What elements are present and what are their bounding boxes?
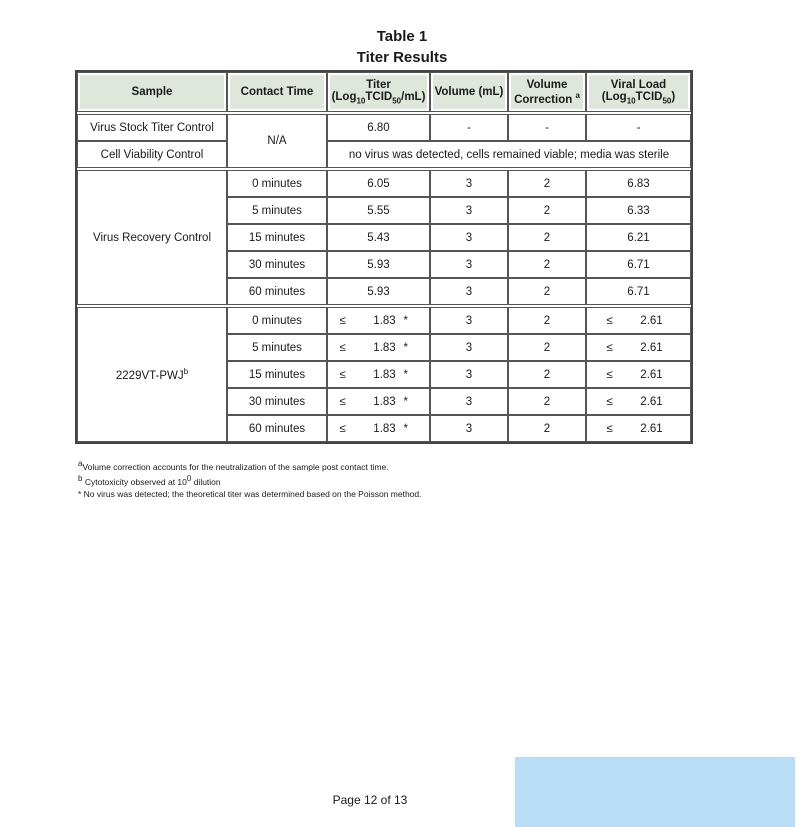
titer-value: 1.83 [373, 422, 396, 435]
volume-cell: 3 [430, 334, 508, 361]
vl-cell [586, 307, 691, 334]
footnote-text: dilution [191, 476, 221, 487]
unit-text: TCID [365, 90, 393, 103]
header-vl-unit [589, 91, 688, 105]
table-row [77, 141, 691, 168]
sample-test-article [77, 307, 227, 442]
volume-cell: 3 [430, 361, 508, 388]
table-row [77, 170, 691, 197]
time-cell: 0 minutes [227, 307, 327, 334]
unit-sub: 50 [392, 96, 402, 106]
titer-value: 1.83 [373, 368, 396, 381]
vc-cell: 2 [508, 307, 586, 334]
footnote-text: Cytotoxicity observed at 10 [84, 476, 187, 487]
table-row [77, 114, 691, 141]
vc-cell: 2 [508, 251, 586, 278]
header-sample: Sample [77, 72, 227, 112]
header-vl-top: Viral Load [610, 78, 667, 91]
star-mark: * [403, 341, 408, 354]
vc-cell: 2 [508, 334, 586, 361]
vc-cell: 2 [508, 361, 586, 388]
vl-value: 2.61 [640, 395, 663, 408]
vc-cell: 2 [508, 415, 586, 442]
vl-cell [586, 388, 691, 415]
vl-value: 2.61 [640, 422, 663, 435]
vc-cell: 2 [508, 224, 586, 251]
titer-cell [327, 388, 430, 415]
time-cell: 0 minutes [227, 170, 327, 197]
volume-cell: 3 [430, 307, 508, 334]
time-cell: 30 minutes [227, 251, 327, 278]
unit-text: /mL) [401, 90, 426, 103]
footnote-a [78, 458, 422, 473]
page-number: Page 12 of 13 [332, 793, 408, 807]
titer-results-table [75, 70, 693, 444]
vc-text: Correction [514, 93, 573, 106]
blue-sticker [515, 757, 795, 827]
unit-text: (Log [331, 90, 357, 103]
vl-cell [586, 415, 691, 442]
unit-sub: 10 [356, 96, 366, 106]
vl-cell: 6.21 [586, 224, 691, 251]
footnote-star: * No virus was detected; the theoretical titer was determined based on the Poisson method. [78, 488, 422, 499]
header-volume-correction [508, 72, 586, 112]
vl-cell: 6.33 [586, 197, 691, 224]
unit-text: ) [671, 90, 676, 103]
footnote-mark: a [78, 459, 83, 468]
volume-cell: 3 [430, 251, 508, 278]
titer-cell: 5.55 [327, 197, 430, 224]
sample-cell-viability: Cell Viability Control [77, 141, 227, 168]
vl-value: 2.61 [640, 341, 663, 354]
vc-cell: 2 [508, 388, 586, 415]
unit-sub: 10 [626, 96, 636, 106]
footnote-mark: a [575, 90, 580, 100]
lte-symbol: ≤ [339, 341, 346, 354]
unit-text: (Log [601, 90, 627, 103]
titer-cell: 5.93 [327, 251, 430, 278]
time-cell: 15 minutes [227, 224, 327, 251]
header-titer-top: Titer [366, 78, 391, 91]
vl-cell [586, 334, 691, 361]
lte-symbol: ≤ [606, 422, 613, 435]
table-row [77, 307, 691, 334]
footnotes [78, 458, 422, 500]
lte-symbol: ≤ [606, 368, 613, 381]
footnote-b [78, 473, 422, 488]
sample-stock-control: Virus Stock Titer Control [77, 114, 227, 141]
volume-cell: - [430, 114, 508, 141]
table-subtitle: Titer Results [356, 49, 448, 66]
unit-sub: 50 [662, 96, 672, 106]
titer-cell: 6.80 [327, 114, 430, 141]
star-mark: * [403, 314, 408, 327]
volume-cell: 3 [430, 415, 508, 442]
header-vc-top: Volume [526, 78, 568, 91]
lte-symbol: ≤ [339, 422, 346, 435]
vl-value: 2.61 [640, 314, 663, 327]
lte-symbol: ≤ [339, 395, 346, 408]
header-volume: Volume (mL) [430, 72, 508, 112]
lte-symbol: ≤ [606, 314, 613, 327]
table-title: Table 1 [376, 28, 428, 45]
titer-value: 1.83 [373, 395, 396, 408]
titer-cell [327, 361, 430, 388]
header-titer [327, 72, 430, 112]
lte-symbol: ≤ [339, 368, 346, 381]
footnote-mark: b [183, 367, 189, 377]
header-vc-bottom [511, 91, 583, 106]
time-cell: 60 minutes [227, 278, 327, 305]
unit-text: TCID [635, 90, 663, 103]
vc-cell: 2 [508, 197, 586, 224]
sample-name: 2229VT-PWJ [115, 369, 184, 382]
header-contact-time: Contact Time [227, 72, 327, 112]
contact-na: N/A [227, 114, 327, 168]
time-cell: 60 minutes [227, 415, 327, 442]
titer-value: 1.83 [373, 341, 396, 354]
vc-cell: 2 [508, 278, 586, 305]
star-mark: * [403, 368, 408, 381]
volume-cell: 3 [430, 197, 508, 224]
time-cell: 5 minutes [227, 197, 327, 224]
vl-cell [586, 361, 691, 388]
titer-cell: 5.43 [327, 224, 430, 251]
volume-cell: 3 [430, 388, 508, 415]
star-mark: * [403, 395, 408, 408]
lte-symbol: ≤ [606, 341, 613, 354]
lte-symbol: ≤ [339, 314, 346, 327]
vl-cell: 6.71 [586, 251, 691, 278]
vc-cell: 2 [508, 170, 586, 197]
titer-cell: 6.05 [327, 170, 430, 197]
cell-viability-result: no virus was detected, cells remained viable; media was sterile [327, 141, 691, 168]
header-row [77, 72, 691, 112]
titer-cell [327, 415, 430, 442]
vl-value: 2.61 [640, 368, 663, 381]
volume-cell: 3 [430, 170, 508, 197]
vl-cell: 6.83 [586, 170, 691, 197]
time-cell: 15 minutes [227, 361, 327, 388]
time-cell: 30 minutes [227, 388, 327, 415]
lte-symbol: ≤ [606, 395, 613, 408]
titer-value: 1.83 [373, 314, 396, 327]
titer-cell: 5.93 [327, 278, 430, 305]
time-cell: 5 minutes [227, 334, 327, 361]
volume-cell: 3 [430, 224, 508, 251]
vl-cell: - [586, 114, 691, 141]
footnote-mark: b [78, 473, 83, 483]
header-titer-unit [330, 91, 427, 105]
sample-recovery-control: Virus Recovery Control [77, 170, 227, 305]
vc-cell: - [508, 114, 586, 141]
star-mark: * [403, 422, 408, 435]
vl-cell: 6.71 [586, 278, 691, 305]
footnote-sup: 0 [186, 473, 192, 483]
titer-cell [327, 307, 430, 334]
titer-cell [327, 334, 430, 361]
footnote-text: Volume correction accounts for the neutralization of the sample post contact time. [82, 461, 389, 472]
header-viral-load [586, 72, 691, 112]
volume-cell: 3 [430, 278, 508, 305]
